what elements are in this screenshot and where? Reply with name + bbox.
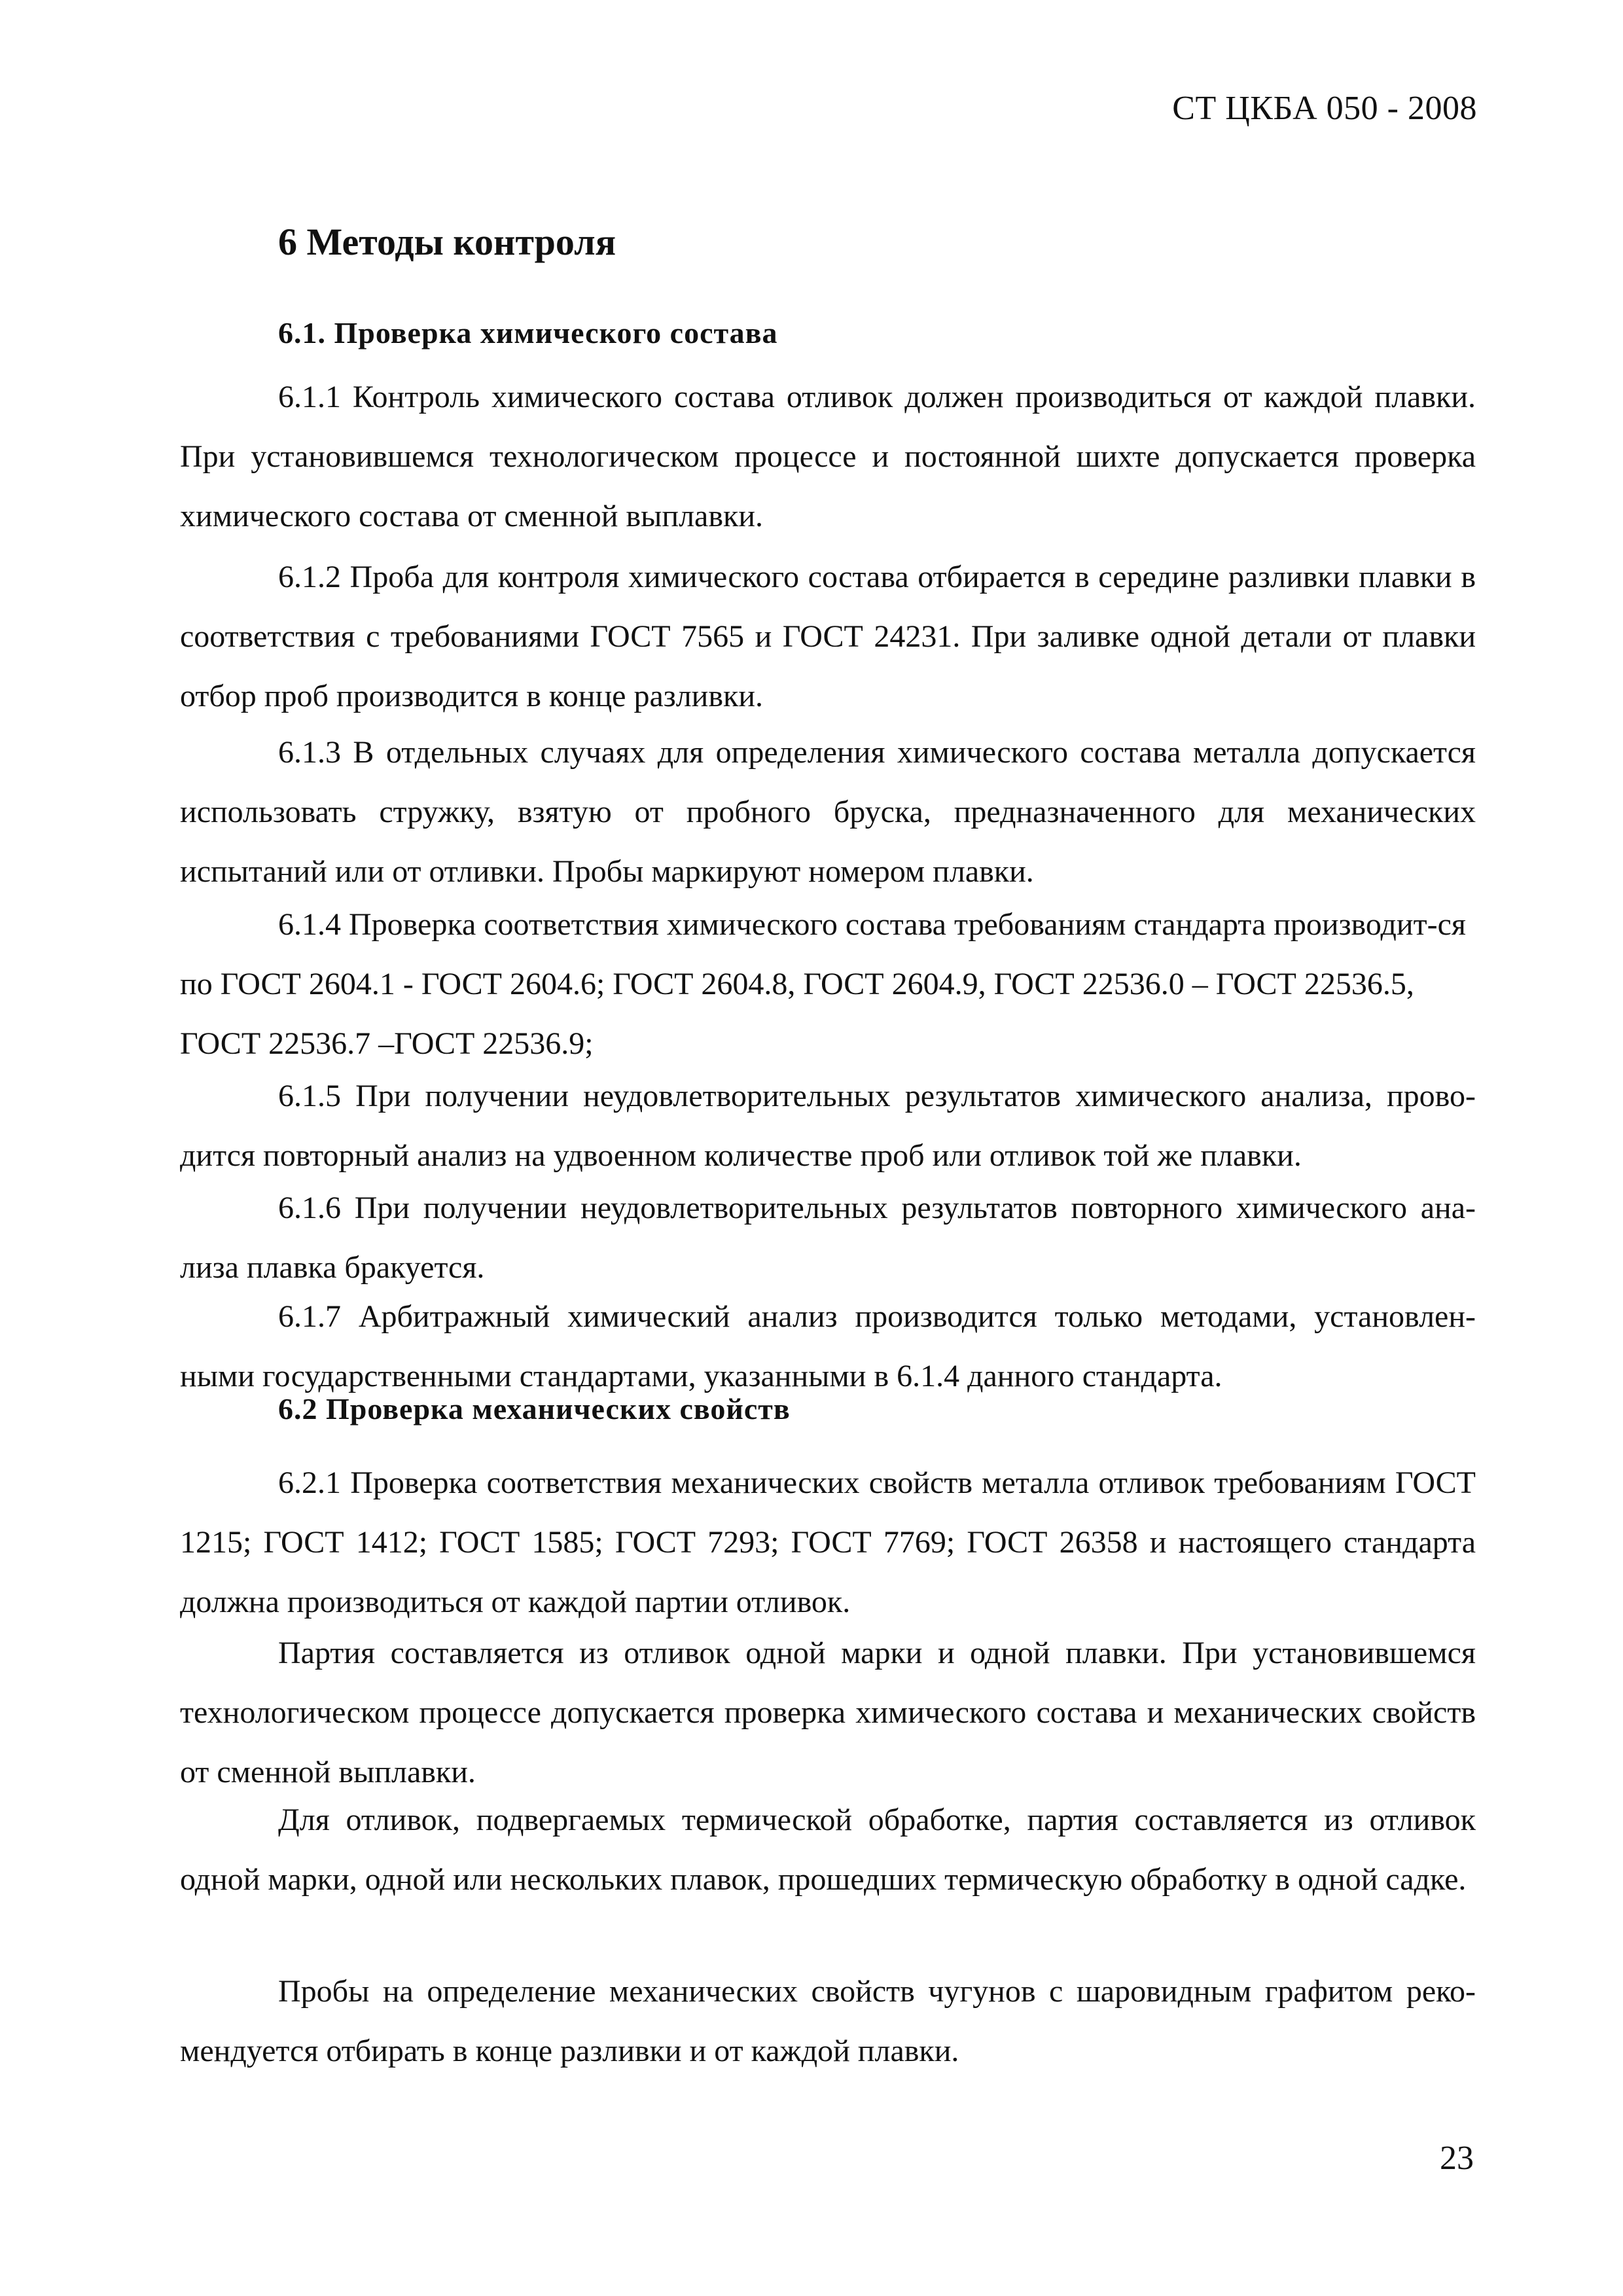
- paragraph-6-1-4: 6.1.4 Проверка соответствия химического состава требованиям стандарта производит-ся по ГОСТ 2604.1 - ГОСТ 2604.6; ГОСТ 2604.8, ГОСТ 2604.9, ГОСТ 22536.0 – ГОСТ 22536.5, ГОСТ 22536.7 –ГОСТ 22536.9;: [180, 907, 1466, 1061]
- section-title: 6 Методы контроля: [278, 221, 616, 263]
- paragraph-6-1-7: 6.1.7 Арбитражный химический анализ производится только методами, установлен-ными государственными стандартами, указанными в 6.1.4 данного стандарта.: [180, 1299, 1476, 1393]
- subsection-heading-6-1: 6.1. Проверка химического состава: [278, 316, 778, 350]
- paragraph-6-1-6: 6.1.6 При получении неудовлетворительных результатов повторного химического ана-лиза плавка бракуется.: [180, 1191, 1476, 1285]
- paragraph-6-1-5: 6.1.5 При получении неудовлетворительных результатов химического анализа, прово-дится повторный анализ на удвоенном количестве проб или отливок той же плавки.: [180, 1079, 1476, 1173]
- paragraph-heat-treatment: Для отливок, подвергаемых термической обработке, партия составляется из отливок одной марки, одной или нескольких плавок, прошедших термическую обработку в одной садке.: [180, 1803, 1476, 1897]
- paragraph-batch: Партия составляется из отливок одной марки и одной плавки. При установившемся технологическом процессе допускается проверка химического состава и механических свойств от сменной выплавки.: [180, 1636, 1476, 1789]
- document-code: СТ ЦКБА 050 - 2008: [1172, 90, 1477, 127]
- subsection-heading-6-2: 6.2 Проверка механических свойств: [278, 1392, 791, 1426]
- paragraph-6-1-2: 6.1.2 Проба для контроля химического состава отбирается в середине разливки плавки в соответствия с требованиями ГОСТ 7565 и ГОСТ 24231. При заливке одной детали от плавки отбор проб производится в конце разливки.: [180, 560, 1476, 713]
- page-number: 23: [1440, 2140, 1474, 2177]
- paragraph-samples: Пробы на определение механических свойств чугунов с шаровидным графитом реко-мендуется отбирать в конце разливки и от каждой плавки.: [180, 1974, 1476, 2068]
- paragraph-6-2-1: 6.2.1 Проверка соответствия механических свойств металла отливок требованиям ГОСТ 1215; ГОСТ 1412; ГОСТ 1585; ГОСТ 7293; ГОСТ 7769; ГОСТ 26358 и настоящего стандарта должна производиться от каждой партии отливок.: [180, 1465, 1476, 1619]
- paragraph-6-1-1: 6.1.1 Контроль химического состава отливок должен производиться от каждой плавки. При установившемся технологическом процессе и постоянной шихте допускается проверка химического состава от сменной выплавки.: [180, 380, 1476, 533]
- paragraph-6-1-3: 6.1.3 В отдельных случаях для определения химического состава металла допускается использовать стружку, взятую от пробного бруска, предназначенного для механических испытаний или от отливки. Пробы маркируют номером плавки.: [180, 735, 1476, 889]
